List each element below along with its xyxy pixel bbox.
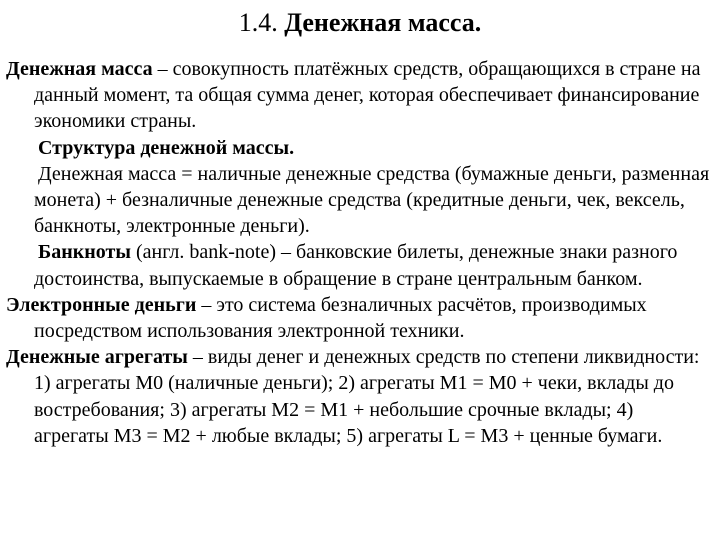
term-money-supply: Денежная масса <box>6 58 153 80</box>
term-electronic-money: Электронные деньги <box>6 293 197 316</box>
definition-text: – виды денег и денежных средств по степени ликвидности: 1) агрегаты М0 (наличные деньги); 2) агрегаты М1 = М0 + чеки, вклады до востребования; 3) агрегаты М2 = М1 + небольшие срочные вклады; 4) агрегаты М3 = М2 + любые вклады; 5) агрегаты L = М3 + ценные бумаги. <box>34 346 700 447</box>
structure-heading: Структура денежной массы. <box>38 136 295 159</box>
definition-money-supply <box>6 56 712 135</box>
section-title: Денежная масса. <box>284 8 482 37</box>
definition-electronic-money <box>6 292 712 344</box>
definition-banknotes <box>6 239 712 291</box>
term-banknotes: Банкноты <box>38 241 131 264</box>
slide-title <box>0 8 720 38</box>
definition-text: – это система безналичных расчётов, производимых посредством использования электронной техники. <box>34 293 647 343</box>
term-monetary-aggregates: Денежные агрегаты <box>6 346 188 369</box>
section-number: 1.4. <box>238 8 278 37</box>
definition-monetary-aggregates <box>6 344 712 449</box>
structure-formula: Денежная масса = наличные денежные средства (бумажные деньги, разменная монета) + безналичные денежные средства (кредитные деньги, чек, вексель, банкноты, электронные деньги). <box>34 162 710 238</box>
slide-body <box>6 56 712 449</box>
definition-text: – совокупность платёжных средств, обращающихся в стране на данный момент, та общая сумма денег, которая обеспечивает финансирование экономики страны. <box>34 58 701 133</box>
definition-text: (англ. bank-note) – банковские билеты, денежные знаки разного достоинства, выпускаемые в обращение в стране центральным банком. <box>34 241 678 290</box>
